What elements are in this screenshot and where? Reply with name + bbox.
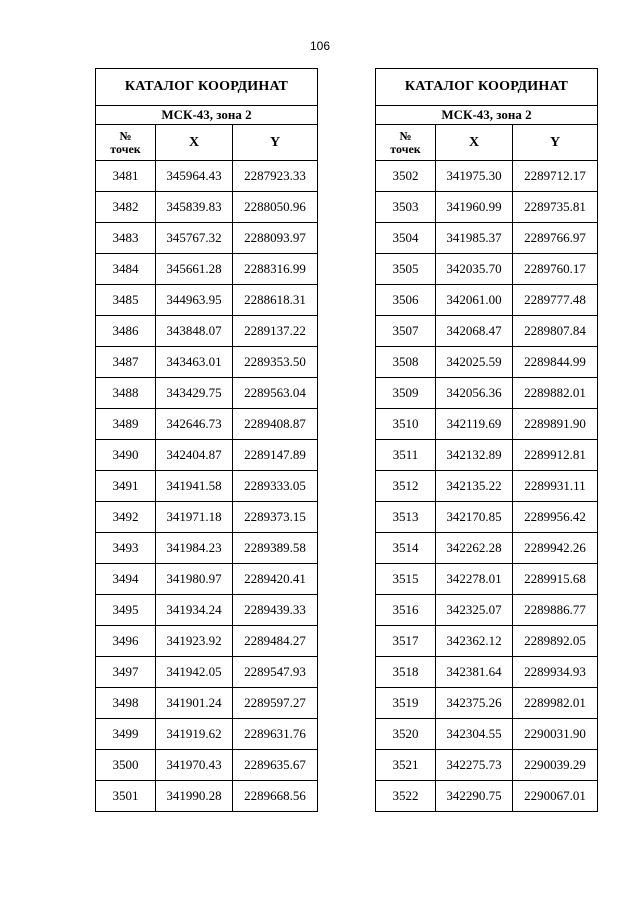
y-coordinate-cell: 2289712.17 <box>513 161 598 192</box>
point-number-cell: 3490 <box>96 440 156 471</box>
table-row <box>376 688 598 719</box>
point-number-cell: 3489 <box>96 409 156 440</box>
y-coordinate-cell: 2289484.27 <box>233 626 318 657</box>
y-coordinate-cell: 2289420.41 <box>233 564 318 595</box>
y-coordinate-cell: 2289137.22 <box>233 316 318 347</box>
table-row <box>96 564 318 595</box>
y-coordinate-cell: 2289891.90 <box>513 409 598 440</box>
table-row <box>96 316 318 347</box>
table-row <box>96 657 318 688</box>
point-number-cell: 3513 <box>376 502 436 533</box>
x-coordinate-cell: 341984.23 <box>156 533 233 564</box>
table-row <box>96 502 318 533</box>
x-coordinate-cell: 342056.36 <box>436 378 513 409</box>
x-coordinate-cell: 342290.75 <box>436 781 513 812</box>
point-number-cell: 3516 <box>376 595 436 626</box>
table-row <box>96 440 318 471</box>
table-row <box>376 440 598 471</box>
table-row <box>96 378 318 409</box>
table-title: КАТАЛОГ КООРДИНАТ <box>96 69 318 106</box>
point-number-cell: 3493 <box>96 533 156 564</box>
y-coordinate-cell: 2290039.29 <box>513 750 598 781</box>
point-number-cell: 3520 <box>376 719 436 750</box>
x-coordinate-cell: 342119.69 <box>436 409 513 440</box>
x-coordinate-cell: 341923.92 <box>156 626 233 657</box>
y-column-header: Y <box>233 125 318 161</box>
point-number-cell: 3515 <box>376 564 436 595</box>
table-row <box>376 223 598 254</box>
x-coordinate-cell: 342646.73 <box>156 409 233 440</box>
x-coordinate-cell: 341960.99 <box>436 192 513 223</box>
y-coordinate-cell: 2289631.76 <box>233 719 318 750</box>
x-coordinate-cell: 343848.07 <box>156 316 233 347</box>
y-coordinate-cell: 2289942.26 <box>513 533 598 564</box>
y-coordinate-cell: 2288316.99 <box>233 254 318 285</box>
y-coordinate-cell: 2289882.01 <box>513 378 598 409</box>
y-coordinate-cell: 2289389.58 <box>233 533 318 564</box>
point-number-cell: 3522 <box>376 781 436 812</box>
x-coordinate-cell: 345767.32 <box>156 223 233 254</box>
x-coordinate-cell: 342404.87 <box>156 440 233 471</box>
y-coordinate-cell: 2289353.50 <box>233 347 318 378</box>
x-coordinate-cell: 342170.85 <box>436 502 513 533</box>
table-subtitle: МСК-43, зона 2 <box>376 106 598 125</box>
y-coordinate-cell: 2289439.33 <box>233 595 318 626</box>
point-number-cell: 3517 <box>376 626 436 657</box>
table-row <box>96 409 318 440</box>
table-row <box>376 192 598 223</box>
point-number-cell: 3501 <box>96 781 156 812</box>
table-row <box>376 595 598 626</box>
point-number-cell: 3506 <box>376 285 436 316</box>
point-number-header <box>376 125 436 161</box>
point-number-cell: 3502 <box>376 161 436 192</box>
table-row <box>96 688 318 719</box>
table-row <box>96 533 318 564</box>
point-number-cell: 3498 <box>96 688 156 719</box>
point-number-cell: 3500 <box>96 750 156 781</box>
table-row <box>376 719 598 750</box>
point-number-cell: 3505 <box>376 254 436 285</box>
y-coordinate-cell: 2289635.67 <box>233 750 318 781</box>
y-coordinate-cell: 2289931.11 <box>513 471 598 502</box>
x-coordinate-cell: 341985.37 <box>436 223 513 254</box>
x-coordinate-cell: 342362.12 <box>436 626 513 657</box>
x-coordinate-cell: 342375.26 <box>436 688 513 719</box>
x-coordinate-cell: 341942.05 <box>156 657 233 688</box>
x-coordinate-cell: 342262.28 <box>436 533 513 564</box>
point-number-cell: 3509 <box>376 378 436 409</box>
point-number-cell: 3511 <box>376 440 436 471</box>
point-number-cell: 3512 <box>376 471 436 502</box>
point-number-cell: 3485 <box>96 285 156 316</box>
x-coordinate-cell: 341980.97 <box>156 564 233 595</box>
point-number-cell: 3492 <box>96 502 156 533</box>
y-coordinate-cell: 2289982.01 <box>513 688 598 719</box>
table-row <box>376 781 598 812</box>
y-coordinate-cell: 2289760.17 <box>513 254 598 285</box>
y-coordinate-cell: 2289886.77 <box>513 595 598 626</box>
x-coordinate-cell: 341901.24 <box>156 688 233 719</box>
point-number-cell: 3487 <box>96 347 156 378</box>
y-coordinate-cell: 2288050.96 <box>233 192 318 223</box>
point-number-cell: 3486 <box>96 316 156 347</box>
point-number-cell: 3497 <box>96 657 156 688</box>
table-row <box>376 502 598 533</box>
coordinate-catalog-table-right <box>375 68 598 812</box>
y-coordinate-cell: 2289563.04 <box>233 378 318 409</box>
point-number-cell: 3495 <box>96 595 156 626</box>
point-number-cell: 3499 <box>96 719 156 750</box>
x-coordinate-cell: 342035.70 <box>436 254 513 285</box>
x-coordinate-cell: 341990.28 <box>156 781 233 812</box>
table-row <box>96 750 318 781</box>
y-coordinate-cell: 2289956.42 <box>513 502 598 533</box>
table-row <box>376 285 598 316</box>
x-column-header: X <box>436 125 513 161</box>
y-coordinate-cell: 2289934.93 <box>513 657 598 688</box>
x-coordinate-cell: 341941.58 <box>156 471 233 502</box>
point-number-cell: 3521 <box>376 750 436 781</box>
point-number-cell: 3494 <box>96 564 156 595</box>
x-coordinate-cell: 341919.62 <box>156 719 233 750</box>
x-coordinate-cell: 342135.22 <box>436 471 513 502</box>
x-coordinate-cell: 342132.89 <box>436 440 513 471</box>
y-coordinate-cell: 2289844.99 <box>513 347 598 378</box>
point-number-cell: 3510 <box>376 409 436 440</box>
x-coordinate-cell: 342025.59 <box>436 347 513 378</box>
table-row <box>96 161 318 192</box>
y-coordinate-cell: 2289333.05 <box>233 471 318 502</box>
table-row <box>96 471 318 502</box>
point-number-cell: 3518 <box>376 657 436 688</box>
point-number-label: точек <box>110 141 141 156</box>
table-body <box>96 161 318 812</box>
x-coordinate-cell: 341975.30 <box>436 161 513 192</box>
x-coordinate-cell: 345661.28 <box>156 254 233 285</box>
y-coordinate-cell: 2289547.93 <box>233 657 318 688</box>
y-coordinate-cell: 2289597.27 <box>233 688 318 719</box>
y-coordinate-cell: 2289147.89 <box>233 440 318 471</box>
x-coordinate-cell: 342278.01 <box>436 564 513 595</box>
point-number-cell: 3482 <box>96 192 156 223</box>
table-row <box>376 626 598 657</box>
point-number-label: точек <box>390 141 421 156</box>
table-row <box>376 254 598 285</box>
point-number-cell: 3483 <box>96 223 156 254</box>
table-row <box>376 564 598 595</box>
table-row <box>96 192 318 223</box>
number-sign: № <box>399 128 412 143</box>
y-coordinate-cell: 2289668.56 <box>233 781 318 812</box>
table-row <box>96 719 318 750</box>
table-row <box>96 347 318 378</box>
x-coordinate-cell: 341970.43 <box>156 750 233 781</box>
table-row <box>96 223 318 254</box>
table-row <box>96 595 318 626</box>
x-coordinate-cell: 343463.01 <box>156 347 233 378</box>
point-number-cell: 3484 <box>96 254 156 285</box>
point-number-cell: 3488 <box>96 378 156 409</box>
table-subtitle: МСК-43, зона 2 <box>96 106 318 125</box>
x-coordinate-cell: 345964.43 <box>156 161 233 192</box>
table-row <box>96 781 318 812</box>
x-coordinate-cell: 344963.95 <box>156 285 233 316</box>
page-number: 106 <box>309 39 331 53</box>
point-number-cell: 3507 <box>376 316 436 347</box>
y-coordinate-cell: 2289777.48 <box>513 285 598 316</box>
coordinate-catalog-table-left <box>95 68 318 812</box>
y-coordinate-cell: 2289915.68 <box>513 564 598 595</box>
y-coordinate-cell: 2290067.01 <box>513 781 598 812</box>
y-coordinate-cell: 2289373.15 <box>233 502 318 533</box>
table-row <box>376 657 598 688</box>
table-row <box>376 471 598 502</box>
point-number-cell: 3508 <box>376 347 436 378</box>
point-number-cell: 3491 <box>96 471 156 502</box>
point-number-cell: 3504 <box>376 223 436 254</box>
point-number-header <box>96 125 156 161</box>
y-column-header: Y <box>513 125 598 161</box>
table-row <box>96 626 318 657</box>
x-coordinate-cell: 345839.83 <box>156 192 233 223</box>
x-coordinate-cell: 343429.75 <box>156 378 233 409</box>
x-coordinate-cell: 342061.00 <box>436 285 513 316</box>
point-number-cell: 3496 <box>96 626 156 657</box>
x-column-header: X <box>156 125 233 161</box>
table-row <box>96 254 318 285</box>
point-number-cell: 3503 <box>376 192 436 223</box>
y-coordinate-cell: 2289892.05 <box>513 626 598 657</box>
table-row <box>376 533 598 564</box>
table-body <box>376 161 598 812</box>
number-sign: № <box>119 128 132 143</box>
y-coordinate-cell: 2288093.97 <box>233 223 318 254</box>
x-coordinate-cell: 342275.73 <box>436 750 513 781</box>
table-row <box>376 750 598 781</box>
x-coordinate-cell: 341971.18 <box>156 502 233 533</box>
table-title: КАТАЛОГ КООРДИНАТ <box>376 69 598 106</box>
x-coordinate-cell: 342304.55 <box>436 719 513 750</box>
x-coordinate-cell: 342068.47 <box>436 316 513 347</box>
y-coordinate-cell: 2289408.87 <box>233 409 318 440</box>
x-coordinate-cell: 342325.07 <box>436 595 513 626</box>
table-row <box>376 378 598 409</box>
y-coordinate-cell: 2289807.84 <box>513 316 598 347</box>
point-number-cell: 3514 <box>376 533 436 564</box>
table-row <box>376 161 598 192</box>
y-coordinate-cell: 2289912.81 <box>513 440 598 471</box>
point-number-cell: 3481 <box>96 161 156 192</box>
table-row <box>376 316 598 347</box>
y-coordinate-cell: 2290031.90 <box>513 719 598 750</box>
point-number-cell: 3519 <box>376 688 436 719</box>
y-coordinate-cell: 2289735.81 <box>513 192 598 223</box>
x-coordinate-cell: 342381.64 <box>436 657 513 688</box>
x-coordinate-cell: 341934.24 <box>156 595 233 626</box>
y-coordinate-cell: 2289766.97 <box>513 223 598 254</box>
table-row <box>376 409 598 440</box>
table-row <box>376 347 598 378</box>
table-row <box>96 285 318 316</box>
y-coordinate-cell: 2288618.31 <box>233 285 318 316</box>
y-coordinate-cell: 2287923.33 <box>233 161 318 192</box>
